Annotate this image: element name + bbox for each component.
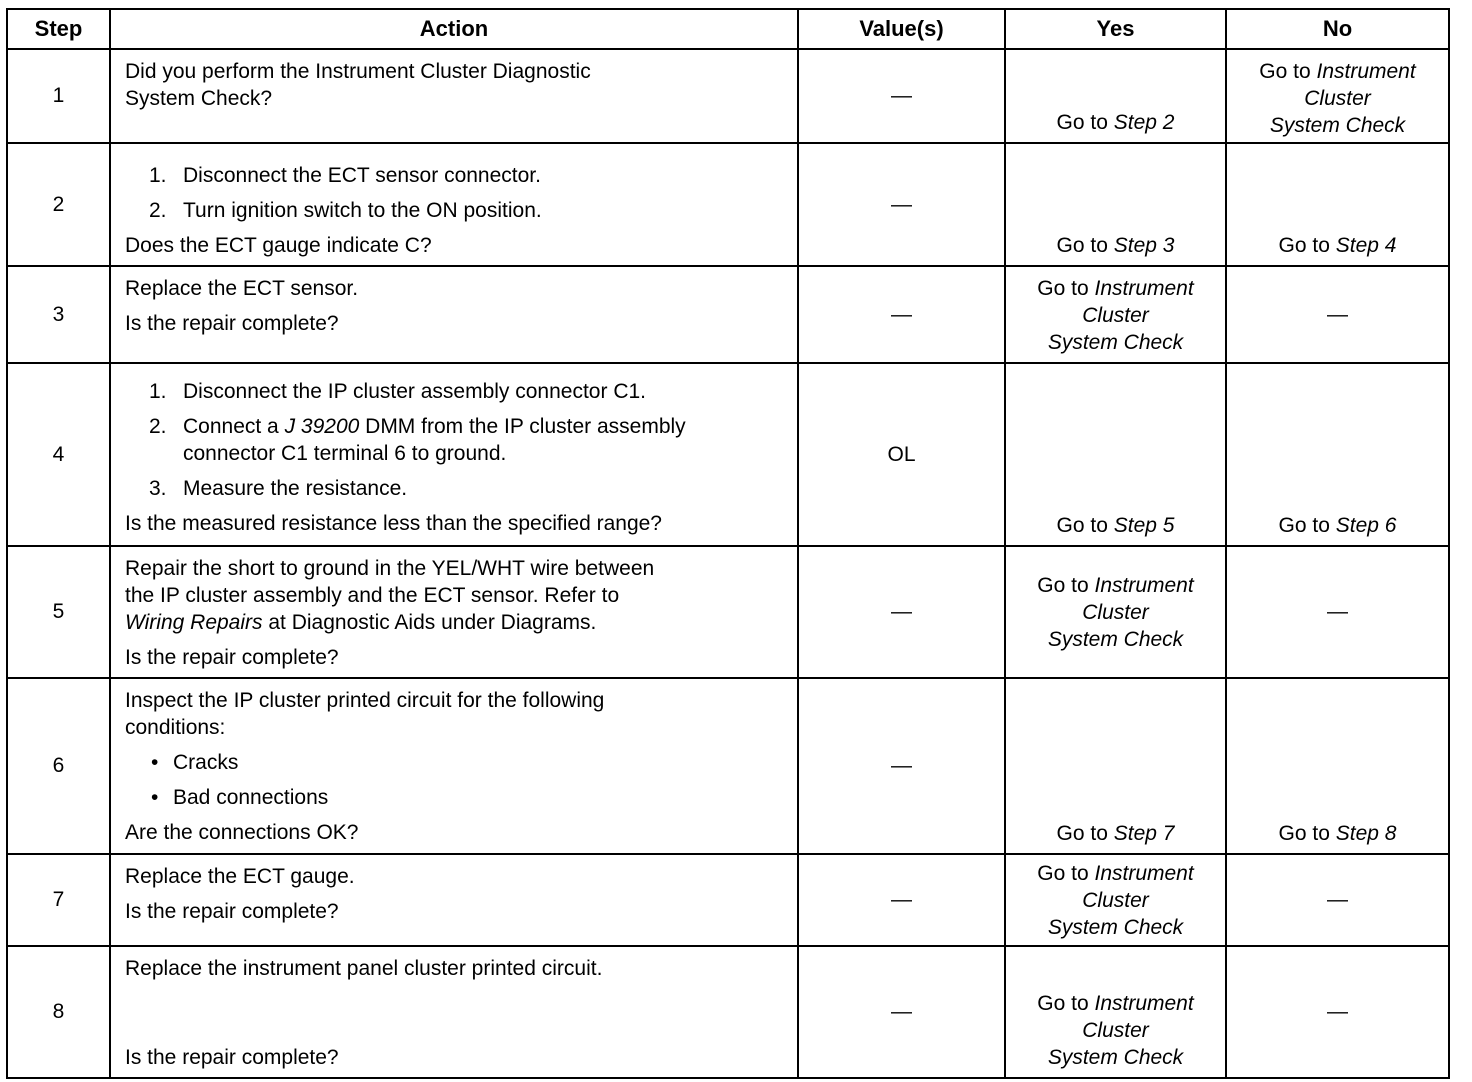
- no-cell: —: [1226, 854, 1449, 946]
- table-row: [7, 854, 1449, 946]
- value-cell: —: [798, 143, 1005, 266]
- yes-target-link[interactable]: Cluster: [1082, 1019, 1149, 1042]
- action-question: Does the ECT gauge indicate C?: [125, 234, 432, 257]
- table-row: [7, 546, 1449, 678]
- wiring-repairs-reference[interactable]: Wiring Repairs: [125, 611, 263, 634]
- table-row: [7, 946, 1449, 1078]
- yes-prefix: Go to: [1056, 111, 1114, 134]
- action-list-item: 3. Measure the resistance.: [149, 477, 408, 500]
- yes-cell: [1005, 266, 1226, 363]
- action-question: Is the repair complete?: [125, 646, 339, 669]
- value-cell: —: [798, 946, 1005, 1078]
- bullet-icon: •: [151, 786, 159, 809]
- table-row: [7, 143, 1449, 266]
- action-list-item: 1. Disconnect the IP cluster assembly connector C1.: [149, 380, 646, 403]
- no-cell: [1226, 678, 1449, 854]
- step-number: 3: [7, 266, 110, 363]
- bullet-icon: •: [151, 751, 159, 774]
- yes-target-link[interactable]: System Check: [1047, 915, 1184, 939]
- no-cell: [1226, 49, 1449, 143]
- yes-target-link[interactable]: Instrument: [1094, 573, 1194, 597]
- yes-cell: [1005, 49, 1226, 143]
- value-cell: —: [798, 678, 1005, 854]
- value-cell: —: [798, 546, 1005, 678]
- no-cell: —: [1226, 546, 1449, 678]
- value-cell: —: [798, 49, 1005, 143]
- no-prefix: Go to: [1278, 514, 1336, 537]
- value-cell: —: [798, 266, 1005, 363]
- no-prefix: Go to: [1278, 234, 1336, 257]
- value-cell: OL: [798, 363, 1005, 546]
- action-cell: [110, 678, 798, 854]
- action-text: Repair the short to ground in the YEL/WHT wire between: [125, 557, 655, 580]
- step-number: 8: [7, 946, 110, 1078]
- diagnostic-table: [6, 8, 1450, 1079]
- table-row: [7, 363, 1449, 546]
- yes-prefix: Go to: [1037, 861, 1095, 885]
- no-target-link[interactable]: Step 6: [1335, 514, 1397, 537]
- action-bullet-item: • Bad connections: [151, 786, 329, 809]
- no-prefix: Go to: [1259, 60, 1317, 83]
- table-row: [7, 49, 1449, 143]
- yes-target-link[interactable]: Step 5: [1113, 514, 1175, 537]
- action-bullet-item: • Cracks: [151, 751, 239, 774]
- yes-target-link[interactable]: Step 2: [1113, 111, 1175, 134]
- value-cell: —: [798, 854, 1005, 946]
- yes-target-link[interactable]: Cluster: [1082, 600, 1149, 624]
- yes-prefix: Go to: [1037, 573, 1095, 597]
- action-question: Are the connections OK?: [125, 821, 359, 844]
- no-target-link[interactable]: Step 4: [1335, 234, 1397, 257]
- yes-target-link[interactable]: Instrument: [1094, 992, 1194, 1015]
- action-cell: [110, 946, 798, 1078]
- no-target-link[interactable]: Step 8: [1335, 822, 1397, 845]
- yes-cell: [1005, 143, 1226, 266]
- action-text: Replace the ECT gauge.: [125, 865, 355, 888]
- no-cell: [1226, 363, 1449, 546]
- yes-target-link[interactable]: System Check: [1047, 627, 1184, 651]
- header-action: Action: [110, 9, 798, 49]
- no-prefix: Go to: [1278, 822, 1336, 845]
- header-no: No: [1226, 9, 1449, 49]
- no-target-link[interactable]: Instrument: [1316, 60, 1416, 83]
- yes-cell: [1005, 946, 1226, 1078]
- yes-target-link[interactable]: Cluster: [1082, 304, 1149, 327]
- action-text: Did you perform the Instrument Cluster Diagnostic: [125, 60, 591, 83]
- step-number: 4: [7, 363, 110, 546]
- step-number: 2: [7, 143, 110, 266]
- yes-cell: [1005, 546, 1226, 678]
- action-cell: [110, 266, 798, 363]
- header-step: Step: [7, 9, 110, 49]
- action-question: Is the measured resistance less than the specified range?: [125, 512, 662, 535]
- yes-cell: [1005, 854, 1226, 946]
- action-cell: [110, 363, 798, 546]
- action-text: System Check?: [125, 87, 273, 110]
- yes-target-link[interactable]: Step 7: [1113, 822, 1175, 845]
- yes-target-link[interactable]: Cluster: [1082, 888, 1149, 912]
- step-number: 6: [7, 678, 110, 854]
- yes-cell: [1005, 678, 1226, 854]
- yes-prefix: Go to: [1056, 822, 1114, 845]
- action-text: the IP cluster assembly and the ECT sensor. Refer to: [125, 584, 620, 607]
- action-question: Is the repair complete?: [125, 1046, 339, 1069]
- no-cell: —: [1226, 946, 1449, 1078]
- action-list-item: 1. Disconnect the ECT sensor connector.: [149, 164, 541, 187]
- tool-reference: J 39200: [284, 415, 360, 438]
- action-text: Replace the ECT sensor.: [125, 277, 359, 300]
- step-number: 1: [7, 49, 110, 143]
- action-question: Is the repair complete?: [125, 900, 339, 923]
- action-text: Replace the instrument panel cluster printed circuit.: [125, 957, 603, 980]
- header-values: Value(s): [798, 9, 1005, 49]
- yes-target-link[interactable]: Instrument: [1094, 861, 1194, 885]
- action-text: Wiring Repairs at Diagnostic Aids under Diagrams.: [125, 611, 597, 634]
- yes-target-link[interactable]: System Check: [1047, 1046, 1184, 1069]
- action-cell: [110, 143, 798, 266]
- table-row: [7, 266, 1449, 363]
- action-cell: [110, 49, 798, 143]
- yes-cell: [1005, 363, 1226, 546]
- action-list-item: 2. Connect a J 39200 DMM from the IP cluster assembly connector C1 terminal 6 to ground.: [149, 415, 686, 465]
- yes-target-link[interactable]: System Check: [1047, 331, 1184, 354]
- table-row: [7, 678, 1449, 854]
- action-list-item: 2. Turn ignition switch to the ON position.: [149, 199, 542, 222]
- action-cell: [110, 546, 798, 678]
- no-target-link[interactable]: Cluster: [1304, 87, 1371, 110]
- yes-target-link[interactable]: Step 3: [1113, 234, 1175, 257]
- no-cell: —: [1226, 266, 1449, 363]
- no-cell: [1226, 143, 1449, 266]
- action-cell: [110, 854, 798, 946]
- header-row: [7, 9, 1449, 49]
- yes-target-link[interactable]: Instrument: [1094, 277, 1194, 300]
- action-text: conditions:: [125, 716, 226, 739]
- no-target-link[interactable]: System Check: [1269, 114, 1406, 137]
- yes-prefix: Go to: [1037, 277, 1095, 300]
- yes-prefix: Go to: [1056, 234, 1114, 257]
- yes-prefix: Go to: [1056, 514, 1114, 537]
- step-number: 7: [7, 854, 110, 946]
- action-text: Inspect the IP cluster printed circuit for the following: [125, 689, 605, 712]
- step-number: 5: [7, 546, 110, 678]
- action-question: Is the repair complete?: [125, 312, 339, 335]
- header-yes: Yes: [1005, 9, 1226, 49]
- yes-prefix: Go to: [1037, 992, 1095, 1015]
